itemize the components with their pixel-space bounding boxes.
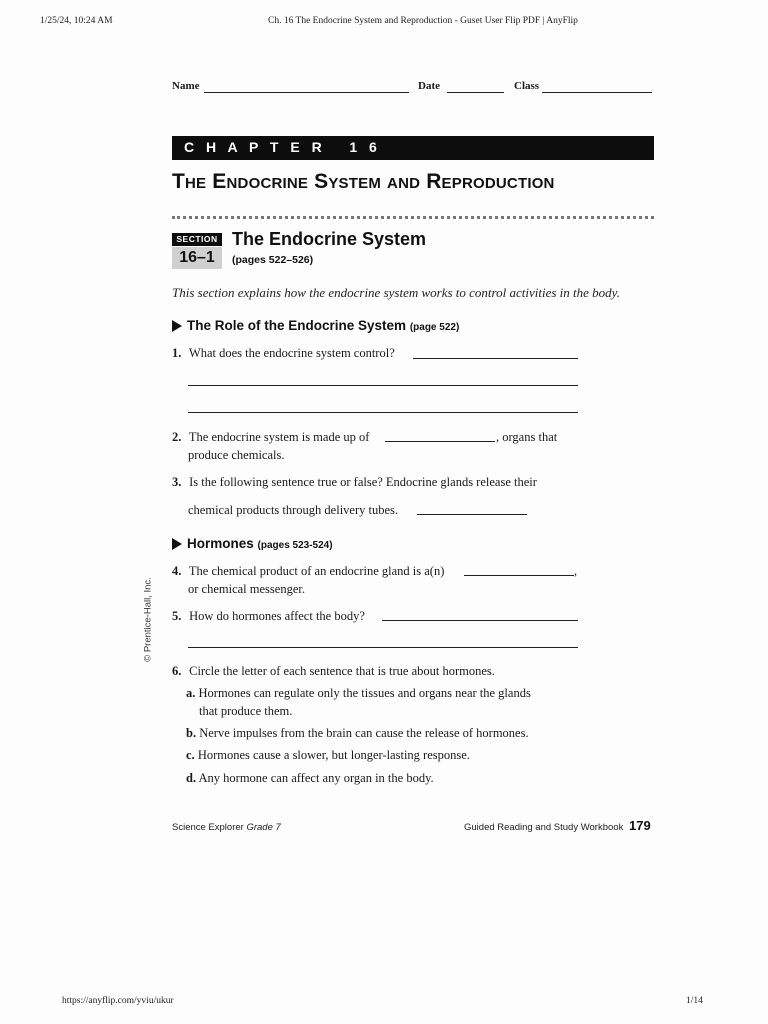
option-a[interactable] — [186, 684, 531, 702]
question-text: What does the endocrine system control? — [188, 346, 395, 360]
subsection-title: The Role of the Endocrine System — [187, 318, 407, 333]
option-d[interactable] — [186, 769, 434, 787]
section-badge-label: SECTION — [172, 233, 222, 246]
question-number: 1. — [172, 346, 182, 360]
question-text: The chemical product of an endocrine gland is a(n) — [188, 564, 445, 578]
date-field[interactable] — [447, 92, 504, 93]
option-text: Hormones can regulate only the tissues and organs near the glands — [198, 686, 531, 700]
answer-line-1c[interactable] — [188, 412, 578, 413]
option-letter: c. — [186, 748, 195, 762]
chapter-title: The Endocrine System and Reproduction — [172, 170, 555, 193]
page-number: 179 — [629, 818, 651, 833]
question-4 — [172, 562, 444, 580]
print-page-count: 1/14 — [686, 996, 703, 1006]
question-6 — [172, 662, 495, 680]
question-text-line2: or chemical messenger. — [188, 582, 305, 596]
question-text-after: , — [574, 564, 578, 578]
class-label: Class — [514, 80, 540, 92]
answer-line-5a[interactable] — [382, 620, 578, 621]
footer-book-title — [172, 822, 281, 833]
dotted-divider — [172, 216, 654, 219]
question-number: 2. — [172, 430, 182, 444]
question-text-line2: chemical products through delivery tubes. — [188, 503, 399, 517]
question-text-line2: produce chemicals. — [188, 448, 285, 462]
question-2 — [172, 428, 369, 446]
subsection-heading-hormones — [172, 536, 333, 551]
triangle-bullet-icon — [172, 320, 182, 332]
name-date-class-row — [172, 80, 654, 96]
print-datetime: 1/25/24, 10:24 AM — [40, 16, 113, 26]
option-text: Any hormone can affect any organ in the body. — [198, 771, 434, 785]
triangle-bullet-icon — [172, 538, 182, 550]
footer-book-name: Science Explorer — [172, 822, 244, 833]
answer-line-1b[interactable] — [188, 385, 578, 386]
question-5 — [172, 607, 365, 625]
section-intro: This section explains how the endocrine system works to control activities in the body. — [172, 285, 620, 300]
subsection-title: Hormones — [187, 536, 254, 551]
class-field[interactable] — [542, 92, 652, 93]
option-letter: a. — [186, 686, 196, 700]
footer-workbook-title: Guided Reading and Study Workbook — [464, 822, 624, 833]
question-text: Circle the letter of each sentence that is true about hormones. — [189, 664, 495, 678]
answer-line-1a[interactable] — [413, 358, 578, 359]
copyright-notice: © Prentice-Hall, Inc. — [142, 577, 154, 662]
question-number: 5. — [172, 609, 182, 623]
question-3 — [172, 473, 537, 491]
date-label: Date — [418, 80, 440, 92]
question-number: 6. — [172, 664, 182, 678]
answer-line-5b[interactable] — [188, 647, 578, 648]
section-badge-number: 16–1 — [172, 247, 222, 269]
subsection-pages: (pages 523-524) — [257, 540, 333, 551]
option-letter: b. — [186, 726, 197, 740]
option-text: Hormones cause a slower, but longer-lasting response. — [197, 748, 470, 762]
footer-grade: Grade 7 — [246, 822, 281, 833]
question-text: Is the following sentence true or false? Endocrine glands release their — [189, 475, 537, 489]
subsection-heading-role — [172, 318, 459, 333]
option-text: Nerve impulses from the brain can cause the release of hormones. — [199, 726, 529, 740]
option-b[interactable] — [186, 724, 529, 742]
name-field[interactable] — [204, 92, 409, 93]
name-label: Name — [172, 80, 200, 92]
answer-line-2[interactable] — [385, 441, 495, 442]
answer-line-4[interactable] — [464, 575, 574, 576]
question-number: 3. — [172, 475, 182, 489]
question-number: 4. — [172, 564, 182, 578]
print-url: https://anyflip.com/yviu/ukur — [62, 996, 174, 1006]
question-text-after: , organs that — [496, 430, 558, 444]
print-page-title: Ch. 16 The Endocrine System and Reproduction - Guset User Flip PDF | AnyFlip — [268, 16, 578, 26]
section-title: The Endocrine System — [232, 229, 427, 249]
question-text: How do hormones affect the body? — [189, 609, 365, 623]
subsection-pages: (page 522) — [409, 322, 460, 333]
chapter-label: C H A P T E R 1 6 — [184, 139, 381, 155]
section-pages: (pages 522–526) — [232, 254, 314, 266]
chapter-banner — [172, 136, 654, 160]
option-a-line2: that produce them. — [199, 704, 293, 718]
answer-line-3[interactable] — [417, 514, 527, 515]
question-1 — [172, 344, 395, 362]
option-c[interactable] — [186, 746, 470, 764]
option-letter: d. — [186, 771, 197, 785]
question-text: The endocrine system is made up of — [188, 430, 370, 444]
